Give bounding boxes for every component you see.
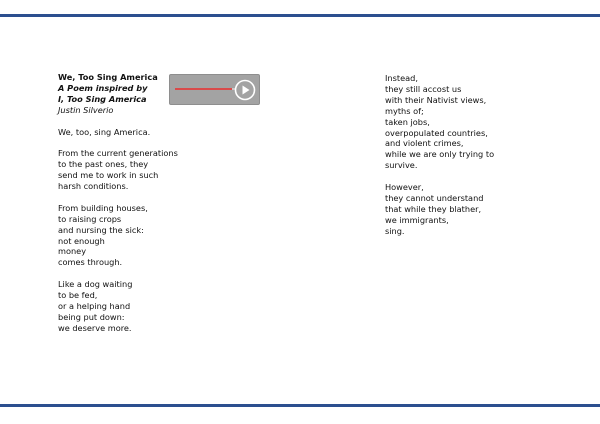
poem-line: From building houses, (58, 202, 148, 213)
poem-line: to the past ones, they (58, 159, 149, 170)
poem-line: or a helping hand (58, 300, 131, 311)
top-divider (0, 14, 600, 17)
poem-line: not enough (58, 235, 105, 246)
poem-title: We, Too Sing America (58, 72, 158, 82)
poem-line: comes through. (58, 257, 123, 268)
poem-line: harsh conditions. (58, 181, 129, 192)
audio-player[interactable] (169, 74, 260, 105)
poem-line: and violent crimes, (385, 138, 464, 149)
poem-line: and nursing the sick: (58, 224, 144, 235)
play-button[interactable] (234, 79, 256, 101)
stanza (58, 203, 238, 268)
poem-line: survive. (385, 160, 418, 171)
poem-line: We, too, sing America. (58, 126, 151, 137)
poem-line: that while they blather, (385, 203, 482, 214)
stanza (385, 182, 585, 237)
poem-right-column (385, 73, 585, 237)
stanza (58, 279, 238, 334)
bottom-divider (0, 404, 600, 407)
poem-line: sing. (385, 225, 405, 236)
poem-line: overpopulated countries, (385, 127, 488, 138)
poem-line: with their Nativist views, (385, 94, 487, 105)
stanza (58, 127, 238, 138)
poem-subtitle-line-2: I, Too Sing America (58, 93, 147, 104)
audio-progress-bar[interactable] (175, 88, 235, 90)
poem-line: we deserve more. (58, 322, 132, 333)
stanza (385, 73, 585, 171)
audio-progress-fill (175, 88, 232, 90)
poem-line: to be fed, (58, 290, 98, 301)
poem-line: myths of; (385, 105, 424, 116)
poem-author: Justin Silverio (58, 104, 114, 115)
poem-line: taken jobs, (385, 116, 430, 127)
poem-line: From the current generations (58, 148, 178, 159)
poem-line: to raising crops (58, 213, 122, 224)
poem-line: they cannot understand (385, 192, 484, 203)
poem-line: we immigrants, (385, 214, 449, 225)
stanza (58, 148, 238, 192)
poem-line: However, (385, 182, 424, 193)
poem-line: Like a dog waiting (58, 279, 133, 290)
poem-line: money (58, 246, 87, 257)
poem-left-column (58, 72, 238, 334)
play-icon (234, 79, 256, 101)
poem-subtitle-line-1: A Poem inspired by (58, 82, 148, 93)
poem-line: send me to work in such (58, 170, 159, 181)
poem-line: they still accost us (385, 83, 462, 94)
poem-line: while we are only trying to (385, 149, 495, 160)
poem-line: being put down: (58, 311, 125, 322)
poem-line: Instead, (385, 73, 418, 83)
